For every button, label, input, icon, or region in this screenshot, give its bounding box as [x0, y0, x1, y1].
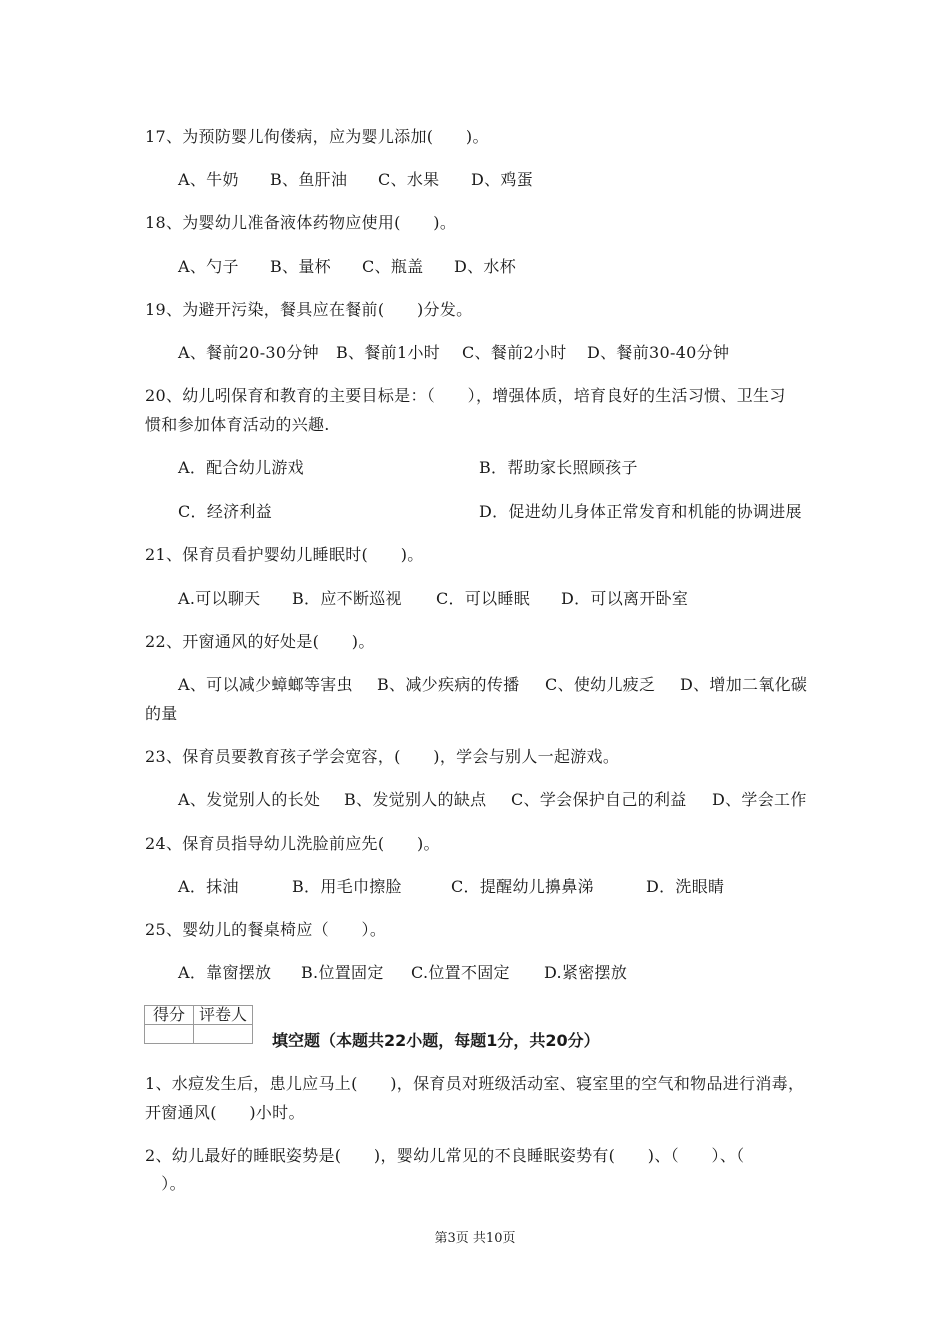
- score-table: [144, 1005, 253, 1044]
- grader-cell: [194, 1025, 253, 1044]
- option-a: A．抹油: [178, 877, 239, 896]
- page-number: 第3页 共10页: [434, 1231, 516, 1246]
- question-22-stem: 22、开窗通风的好处是( )。: [145, 632, 375, 651]
- option-d: D.紧密摆放: [544, 963, 628, 982]
- fill-question-2-line1: 2、幼儿最好的睡眠姿势是( )，婴幼儿常见的不良睡眠姿势有( )、（ ）、（: [145, 1146, 745, 1165]
- option-c: C、瓶盖: [362, 257, 424, 276]
- fill-question-1-line2: 开窗通风( )小时。: [145, 1103, 305, 1122]
- option-b: B、鱼肝油: [270, 170, 348, 189]
- option-b: B．应不断巡视: [292, 589, 402, 608]
- question-18-stem: 18、为婴幼儿准备液体药物应使用( )。: [145, 213, 457, 232]
- score-cell: [145, 1025, 194, 1044]
- option-b: B、发觉别人的缺点: [344, 790, 487, 809]
- grader-header: 评卷人: [194, 1006, 253, 1025]
- option-b: B．帮助家长照顾孩子: [479, 458, 638, 477]
- section-title-fill-in: 填空题（本题共22小题，每题1分，共20分）: [272, 1031, 600, 1050]
- option-a: A、餐前20-30分钟: [178, 343, 319, 362]
- option-d: D、水杯: [454, 257, 517, 276]
- option-d: D．可以离开卧室: [561, 589, 689, 608]
- option-a: A．配合幼儿游戏: [178, 458, 304, 477]
- question-21-stem: 21、保育员看护婴幼儿睡眠时( )。: [145, 545, 424, 564]
- option-b: B.位置固定: [301, 963, 384, 982]
- option-c: C、学会保护自己的利益: [511, 790, 687, 809]
- option-a: A、可以减少蟑螂等害虫: [178, 675, 353, 694]
- option-a: A.可以聊天: [178, 589, 261, 608]
- score-header: 得分: [145, 1006, 194, 1025]
- option-c: C．提醒幼儿擤鼻涕: [451, 877, 594, 896]
- question-22-options-wrap: 的量: [145, 704, 178, 723]
- option-c: C、餐前2小时: [462, 343, 567, 362]
- question-24-stem: 24、保育员指导幼儿洗脸前应先( )。: [145, 834, 440, 853]
- option-d: D．促进幼儿身体正常发育和机能的协调进展: [479, 502, 802, 521]
- option-a: A、勺子: [178, 257, 239, 276]
- option-a: A．靠窗摆放: [178, 963, 272, 982]
- option-a: A、发觉别人的长处: [178, 790, 321, 809]
- option-c: C．经济利益: [178, 502, 273, 521]
- option-b: B、餐前1小时: [336, 343, 441, 362]
- option-d: D、学会工作: [712, 790, 807, 809]
- question-20-stem-line2: 惯和参加体育活动的兴趣.: [145, 415, 330, 434]
- fill-question-1-line1: 1、水痘发生后，患儿应马上( )，保育员对班级活动室、寝室里的空气和物品进行消毒，: [145, 1074, 805, 1093]
- option-d: D．洗眼睛: [646, 877, 725, 896]
- question-20-stem-line1: 20、幼儿吲保育和教育的主要目标是：（ ），增强体质，培育良好的生活习惯、卫生习: [145, 386, 786, 405]
- option-a: A、牛奶: [178, 170, 239, 189]
- option-d: D、鸡蛋: [471, 170, 534, 189]
- question-19-stem: 19、为避开污染，餐具应在餐前( )分发。: [145, 300, 473, 319]
- option-c: C．可以睡眠: [436, 589, 531, 608]
- fill-question-2-line2: ）。: [145, 1174, 186, 1193]
- option-b: B．用毛巾擦脸: [292, 877, 402, 896]
- option-c: C.位置不固定: [411, 963, 510, 982]
- option-d: D、增加二氧化碳: [680, 675, 808, 694]
- question-23-stem: 23、保育员要教育孩子学会宽容，( )，学会与别人一起游戏。: [145, 747, 620, 766]
- option-b: B、减少疾病的传播: [377, 675, 520, 694]
- question-17-stem: 17、为预防婴儿佝偻病，应为婴儿添加( )。: [145, 127, 489, 146]
- question-25-stem: 25、婴幼儿的餐桌椅应（ ）。: [145, 920, 387, 939]
- option-c: C、使幼儿疲乏: [545, 675, 656, 694]
- option-c: C、水果: [378, 170, 440, 189]
- option-b: B、量杯: [270, 257, 331, 276]
- option-d: D、餐前30-40分钟: [587, 343, 730, 362]
